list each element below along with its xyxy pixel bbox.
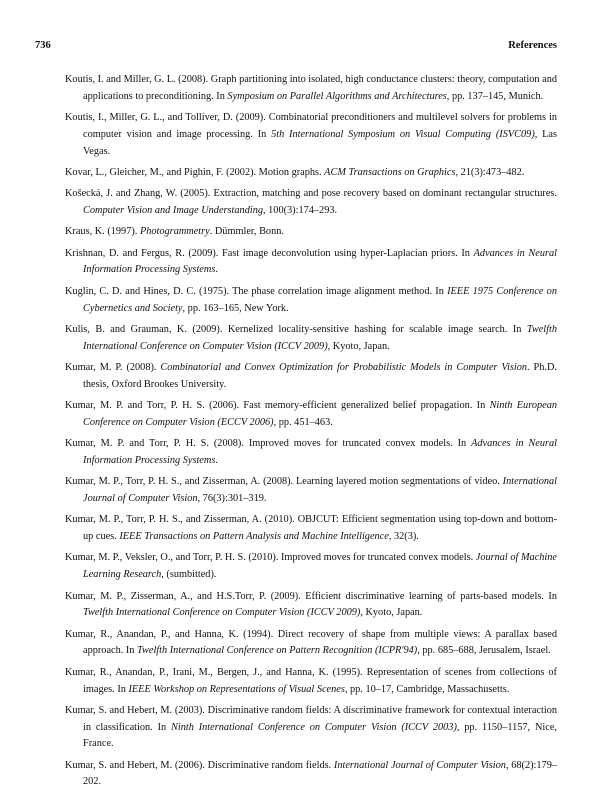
- reference-venue: Ninth International Conference on Computer Vision (ICCV 2003): [170, 721, 457, 733]
- reference-details: , 100(3):174–293.: [263, 205, 338, 217]
- reference-venue: Computer Vision and Image Understanding: [83, 205, 263, 217]
- reference-authors-title: Košecká, J. and Zhang, W. (2005). Extraction, matching and pose recovery based on dominant rectangular structures.: [65, 188, 557, 200]
- reference-authors-title: Kumar, M. P., Veksler, O., and Torr, P. H. S. (2010). Improved moves for truncated convex models.: [65, 552, 476, 564]
- reference-venue: IEEE Workshop on Representations of Visual Scenes: [128, 683, 345, 695]
- reference-venue: IEEE Transactions on Pattern Analysis and Machine Intelligence: [119, 531, 389, 543]
- reference-entry: [65, 436, 557, 470]
- reference-entry: [65, 665, 557, 699]
- reference-entry: [65, 186, 557, 220]
- reference-details: , Las Vegas.: [83, 128, 557, 157]
- reference-authors-title: Kumar, M. P., Torr, P. H. S., and Zisserman, A. (2010). OBJCUT: Efficient segmentation using top-down and bottom-up cues.: [65, 514, 557, 543]
- reference-entry: [65, 284, 557, 318]
- reference-authors-title: Kumar, M. P. and Torr, P. H. S. (2008). Improved moves for truncated convex models. In: [65, 438, 472, 450]
- reference-details: , (sumbitted).: [161, 569, 217, 581]
- reference-authors-title: Kumar, M. P., Zisserman, A., and H.S.Torr, P. (2009). Efficient discriminative learning of parts-based models. In: [65, 590, 557, 602]
- reference-details: , Kyoto, Japan.: [360, 607, 423, 619]
- reference-authors-title: Kraus, K. (1997).: [65, 226, 140, 238]
- reference-venue: ACM Transactions on Graphics: [324, 166, 456, 178]
- reference-entry: [65, 360, 557, 394]
- reference-entry: [65, 246, 557, 280]
- reference-details: , Kyoto, Japan.: [327, 340, 390, 352]
- reference-venue: 5th International Symposium on Visual Computing (ISVC09): [271, 128, 535, 140]
- reference-venue: Advances in Neural Information Processing Systems: [83, 247, 558, 276]
- reference-details: , pp. 1150–1157, Nice, France.: [83, 721, 557, 750]
- reference-authors-title: Koutis, I., Miller, G. L., and Tolliver, D. (2009). Combinatorial preconditioners and multilevel solvers for problems in computer vision and image processing. In: [65, 112, 557, 140]
- reference-entry: [65, 398, 557, 432]
- reference-authors-title: Kumar, M. P. and Torr, P. H. S. (2006). Fast memory-efficient generalized belief propagation. In: [65, 400, 490, 412]
- reference-entry: [65, 322, 557, 356]
- reference-entry: [65, 703, 557, 753]
- reference-venue: IEEE 1975 Conference on Cybernetics and Society: [83, 285, 557, 314]
- running-header: [35, 40, 557, 56]
- reference-details: , 21(3):473–482.: [455, 166, 525, 178]
- reference-venue: Twelfth International Conference on Computer Vision (ICCV 2009): [83, 323, 557, 352]
- reference-authors-title: Kumar, M. P. (2008).: [65, 361, 161, 373]
- reference-details: , 68(2):179–202.: [83, 759, 557, 788]
- reference-venue: Ninth European Conference on Computer Vision (ECCV 2006): [83, 400, 557, 428]
- reference-authors-title: Kumar, S. and Hebert, M. (2003). Discriminative random fields: A discriminative framework for contextual interaction in classification. In: [65, 704, 557, 733]
- reference-entry: [65, 165, 557, 182]
- reference-authors-title: Kovar, L., Gleicher, M., and Pighin, F. (2002). Motion graphs.: [65, 166, 325, 178]
- reference-authors-title: Kumar, R., Anandan, P., and Hanna, K. (1994). Direct recovery of shape from multiple views: A parallax based approach. In: [65, 628, 557, 657]
- reference-details: . Dümmler, Bonn.: [209, 226, 284, 238]
- reference-details: , pp. 451–463.: [273, 416, 333, 428]
- reference-venue: Journal of Machine Learning Research: [83, 552, 557, 581]
- reference-details: , pp. 685–688, Jerusalem, Israel.: [417, 645, 551, 657]
- reference-details: .: [215, 454, 218, 466]
- reference-entry: [65, 627, 557, 661]
- reference-venue: Twelfth International Conference on Pattern Recognition (ICPR'94): [137, 645, 418, 657]
- reference-entry: [65, 512, 557, 546]
- reference-entry: [65, 589, 557, 623]
- reference-details: . Ph.D. thesis, Oxford Brookes University.: [83, 361, 557, 390]
- page-number: 736: [35, 40, 51, 51]
- reference-authors-title: Kuglin, C. D. and Hines, D. C. (1975). The phase correlation image alignment method. In: [65, 285, 448, 297]
- reference-details: , 32(3).: [388, 531, 419, 543]
- reference-details: , pp. 137–145, Munich.: [446, 90, 544, 102]
- section-title: References: [508, 40, 557, 51]
- reference-details: , pp. 163–165, New York.: [182, 302, 289, 314]
- reference-entry: [65, 758, 557, 792]
- reference-venue: Advances in Neural Information Processing Systems: [83, 438, 557, 466]
- reference-venue: Photogrammetry: [139, 226, 210, 238]
- reference-venue: Combinatorial and Convex Optimization for Probabilistic Models in Computer Vision: [160, 361, 528, 373]
- reference-details: , 76(3):301–319.: [197, 493, 267, 505]
- reference-authors-title: Kulis, B. and Grauman, K. (2009). Kernelized locality-sensitive hashing for scalable image search. In: [65, 323, 527, 335]
- reference-entry: [65, 72, 557, 106]
- reference-entry: [65, 224, 557, 241]
- reference-venue: International Journal of Computer Vision: [83, 476, 557, 505]
- reference-details: .: [215, 264, 218, 276]
- reference-venue: Twelfth International Conference on Computer Vision (ICCV 2009): [83, 607, 361, 619]
- reference-venue: International Journal of Computer Vision: [333, 759, 506, 771]
- reference-entry: [65, 110, 557, 160]
- reference-authors-title: Kumar, M. P., Torr, P. H. S., and Zisserman, A. (2008). Learning layered motion segmentations of video.: [65, 476, 503, 488]
- reference-venue: Symposium on Parallel Algorithms and Architectures: [227, 90, 447, 102]
- reference-authors-title: Koutis, I. and Miller, G. L. (2008). Graph partitioning into isolated, high conductance clusters: theory, computation and applications to preconditioning. In: [65, 74, 557, 102]
- reference-details: , pp. 10–17, Cambridge, Massachusetts.: [344, 683, 510, 695]
- reference-list: [65, 72, 557, 796]
- reference-authors-title: Kumar, S. and Hebert, M. (2006). Discriminative random fields.: [65, 759, 334, 771]
- reference-entry: [65, 474, 557, 508]
- reference-entry: [65, 550, 557, 584]
- reference-authors-title: Kumar, R., Anandan, P., Irani, M., Bergen, J., and Hanna, K. (1995). Representation of scenes from collections of images. In: [65, 666, 557, 695]
- reference-authors-title: Krishnan, D. and Fergus, R. (2009). Fast image deconvolution using hyper-Laplacian priors. In: [65, 247, 474, 259]
